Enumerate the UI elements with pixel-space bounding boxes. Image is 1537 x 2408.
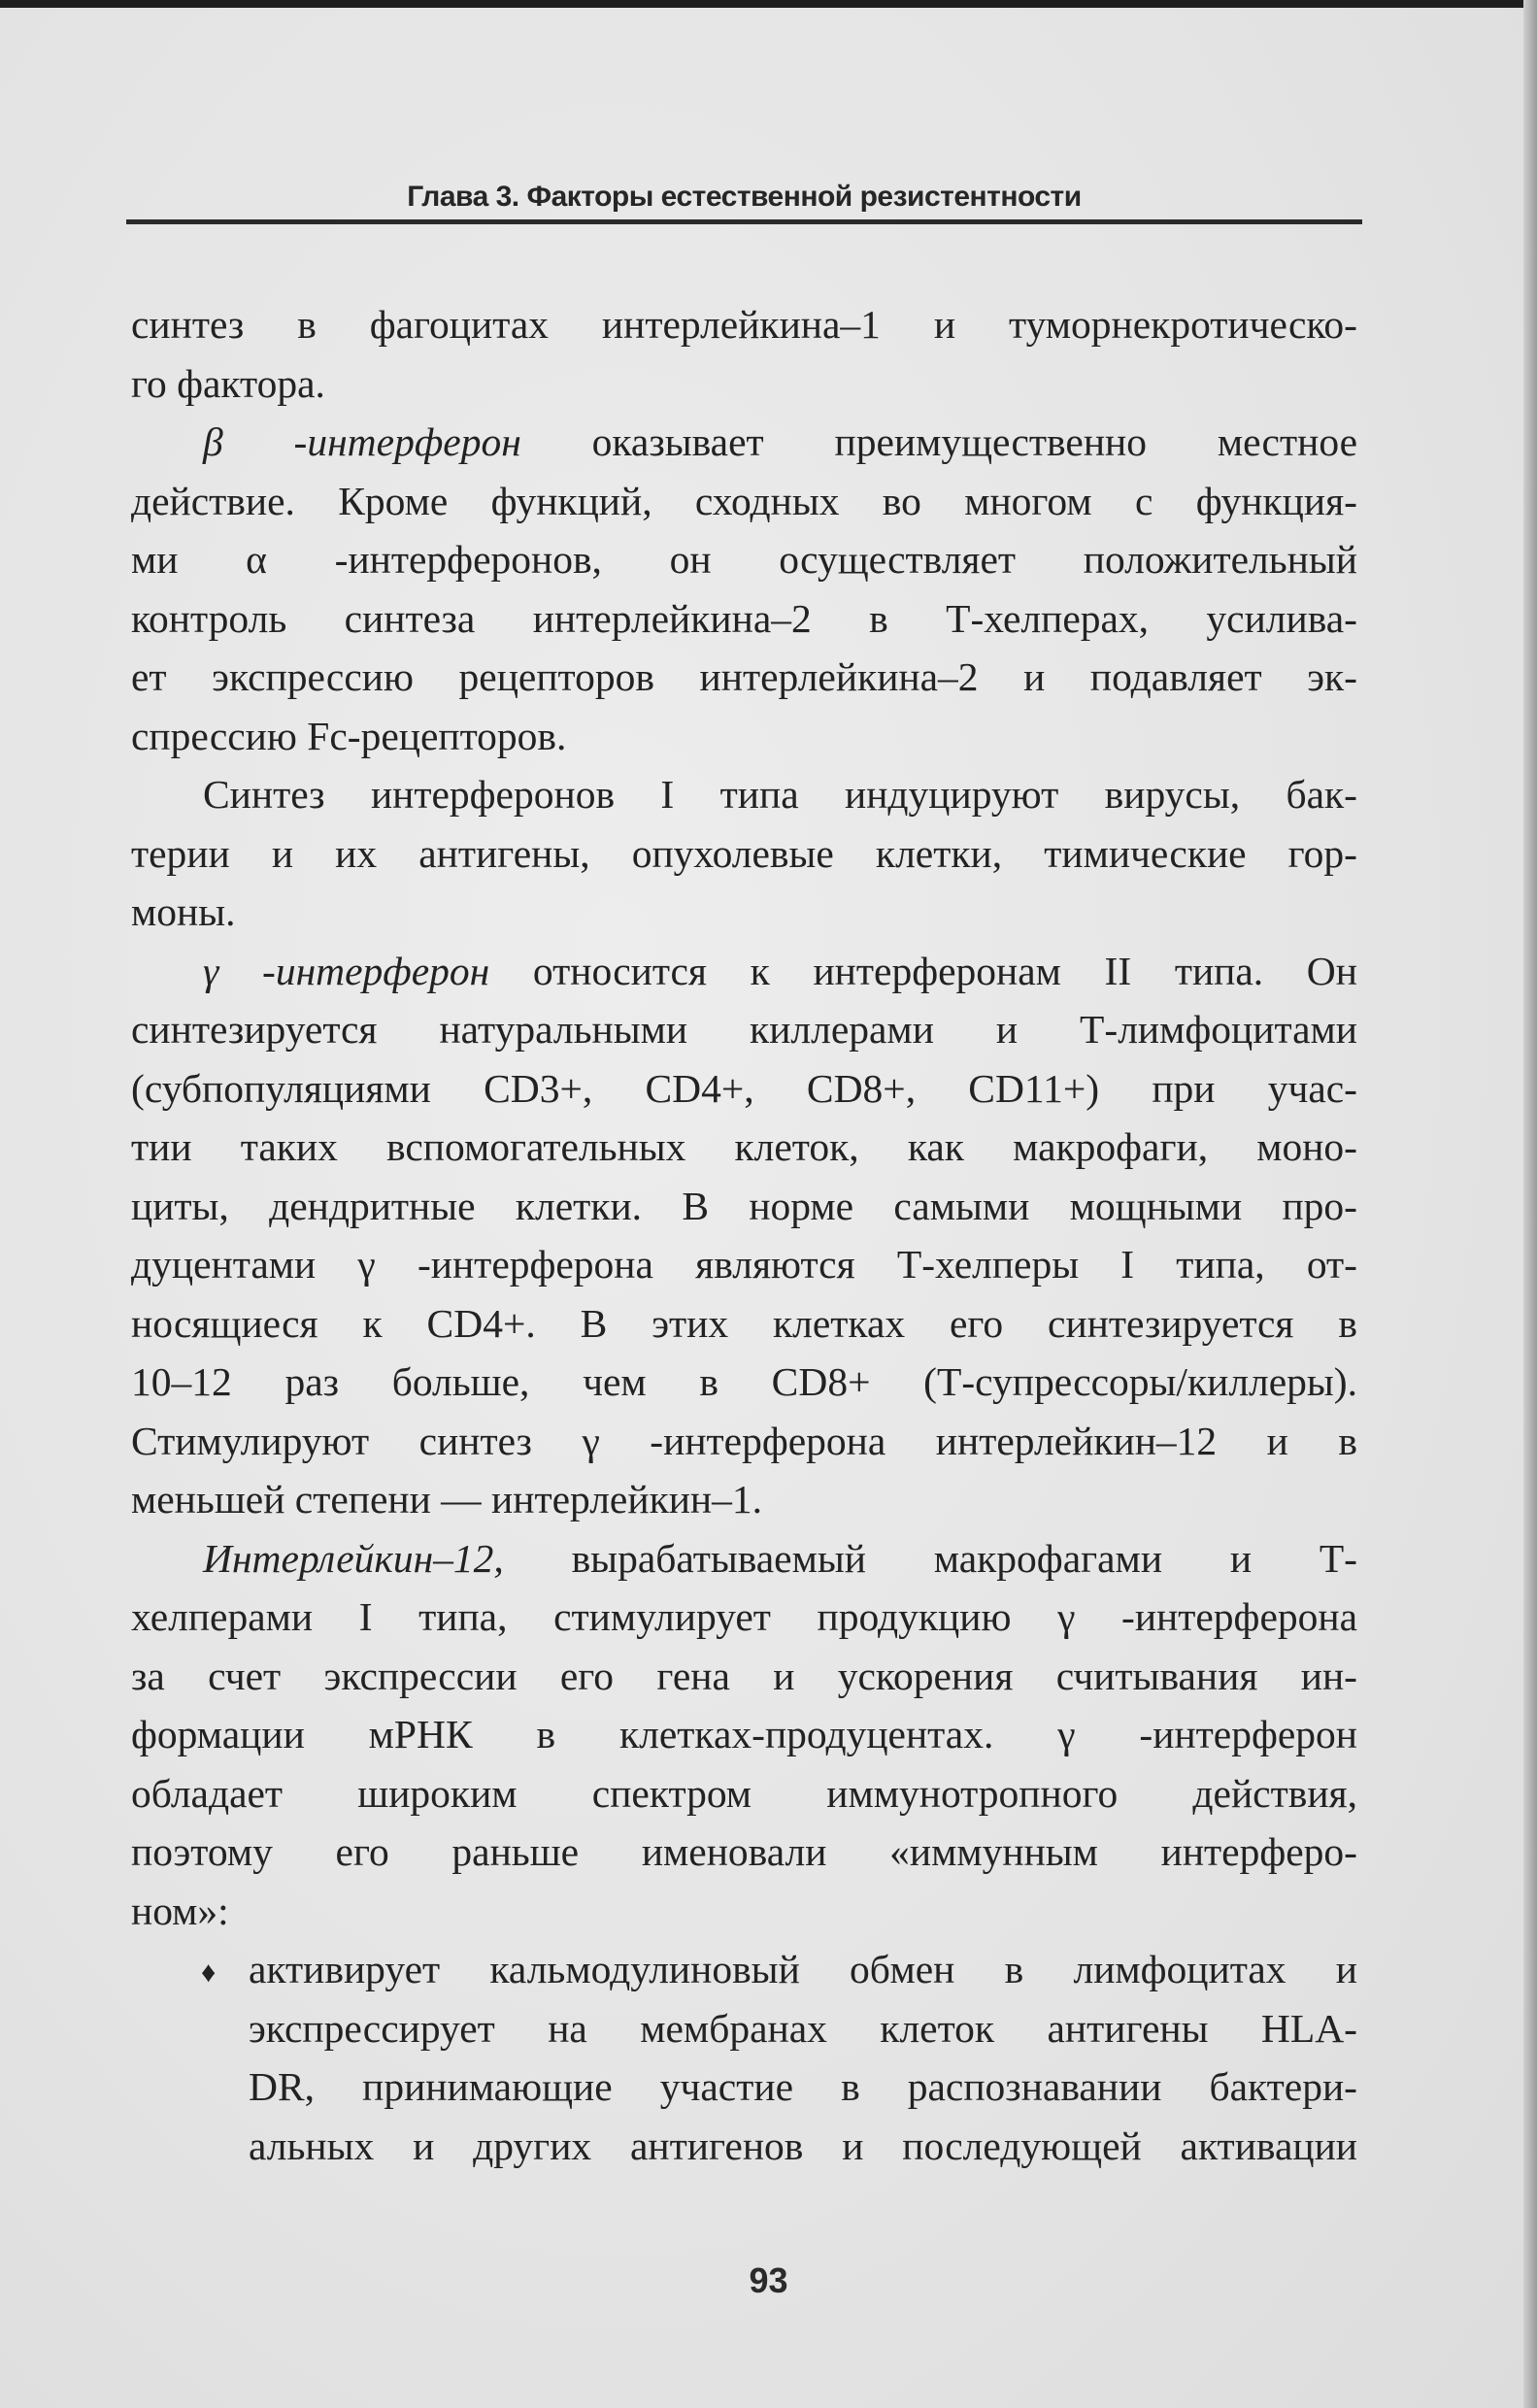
- text-span: активирует кальмодулиновый обмен в лимфоцитах и: [249, 1947, 1357, 1991]
- term-interleukin-12: Интерлейкин–12,: [203, 1535, 504, 1581]
- text-line: носящиеся к CD4+. В этих клетках его синтезируется в: [131, 1300, 1357, 1346]
- text-line: (субпопуляциями CD3+, CD4+, CD8+, CD11+) при учас-: [131, 1065, 1357, 1111]
- text-line: Синтез интерферонов I типа индуцируют вирусы, бак-: [203, 772, 1357, 817]
- text-line: го фактора.: [131, 360, 325, 406]
- text-span: вырабатываемый макрофагами и Т-: [503, 1535, 1357, 1581]
- text-line: поэтому его раньше именовали «иммунным интерферо-: [131, 1829, 1357, 1874]
- page-number: 93: [749, 2260, 788, 2300]
- text-line: ном»:: [131, 1888, 229, 1933]
- text-line: тии таких вспомогательных клеток, как макрофаги, моно-: [131, 1124, 1357, 1169]
- text-line: спрессию Fc-рецепторов.: [131, 713, 567, 758]
- text-line: моны.: [131, 889, 236, 934]
- text-line: за счет экспрессии его гена и ускорения считывания ин-: [131, 1653, 1357, 1698]
- term-beta-interferon: β -интерферон: [203, 419, 521, 464]
- text-line: циты, дендритные клетки. В норме самыми мощными про-: [131, 1183, 1357, 1228]
- text-line: ми α -интерферонов, он осуществляет положительный: [131, 537, 1357, 582]
- text-line: [131, 1529, 1357, 1589]
- running-head-text: Глава 3. Факторы естественной резистентности: [407, 181, 1082, 213]
- term-gamma-interferon: γ -интерферон: [203, 948, 490, 993]
- text-line: формации мРНК в клетках-продуцентах. γ -интерферон: [131, 1712, 1357, 1756]
- text-line: [131, 413, 1357, 472]
- text-line: обладает широким спектром иммунотропного действия,: [131, 1770, 1357, 1816]
- text-line: [131, 942, 1357, 1001]
- text-line: 10–12 раз больше, чем в CD8+ (Т-супрессоры/киллеры).: [131, 1359, 1357, 1404]
- text-line: синтез в фагоцитах интерлейкина–1 и туморнекротическо-: [131, 302, 1357, 347]
- text-line: меньшей степени — интерлейкин–1.: [131, 1477, 763, 1522]
- body-text: [131, 295, 1357, 2175]
- text-line: дуцентами γ -интерферона являются Т-хелперы I типа, от-: [131, 1242, 1357, 1287]
- running-head: [126, 181, 1362, 225]
- text-span: оказывает преимущественно местное: [520, 419, 1358, 464]
- text-line: контроль синтеза интерлейкина–2 в Т-хелперах, усилива-: [131, 595, 1357, 641]
- text-line: терии и их антигены, опухолевые клетки, тимические гор-: [131, 830, 1357, 876]
- scan-right-edge: [1523, 0, 1537, 2408]
- text-line: действие. Кроме функций, сходных во многом с функция-: [131, 478, 1357, 523]
- text-line: экспрессирует на мембранах клеток антигены HLA-: [249, 2005, 1357, 2051]
- text-line: альных и других антигенов и последующей активации: [249, 2123, 1357, 2168]
- text-line: ет экспрессию рецепторов интерлейкина–2 и подавляет эк-: [131, 654, 1357, 699]
- bullet-item: [131, 1940, 1357, 1999]
- text-span: относится к интерферонам II типа. Он: [489, 948, 1357, 993]
- diamond-bullet-icon: ♦: [201, 1956, 217, 1990]
- text-line: Стимулируют синтез γ -интерферона интерлейкин–12 и в: [131, 1418, 1357, 1463]
- running-head-rule: [126, 219, 1362, 224]
- text-line: хелперами I типа, стимулирует продукцию γ -интерферона: [131, 1594, 1357, 1639]
- text-line: DR, принимающие участие в распознавании бактери-: [249, 2064, 1357, 2109]
- text-line: синтезируется натуральными киллерами и Т-лимфоцитами: [131, 1007, 1357, 1052]
- scan-top-edge: [0, 0, 1537, 8]
